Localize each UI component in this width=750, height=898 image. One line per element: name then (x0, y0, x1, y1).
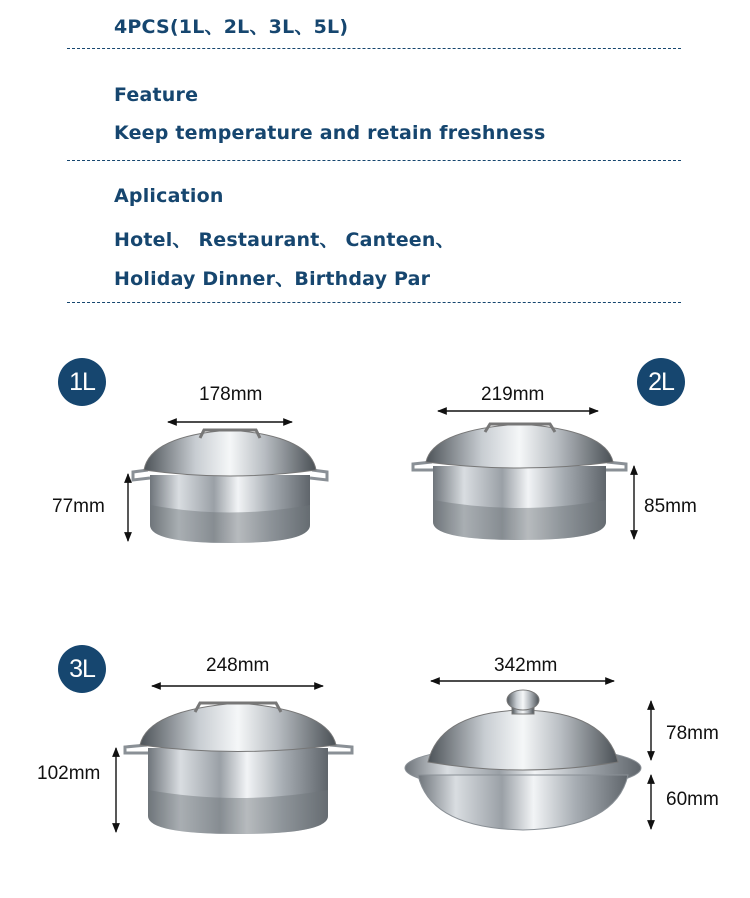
width-label-1l: 178mm (199, 384, 263, 405)
height-label-1l: 77mm (52, 496, 105, 517)
pot-5l-image (405, 690, 641, 830)
lid-height-label-5l: 78mm (666, 723, 719, 744)
product-title: 4PCS(1L、2L、3L、5L) (114, 16, 349, 38)
application-heading: Aplication (114, 185, 224, 207)
size-badge-1l: 1L (58, 358, 106, 406)
size-badge-3l: 3L (58, 645, 106, 693)
width-label-2l: 219mm (481, 384, 545, 405)
height-label-3l: 102mm (37, 763, 101, 784)
application-line-2: Holiday Dinner、Birthday Par (114, 268, 431, 290)
application-line-1: Hotel、 Restaurant、 Canteen、 (114, 229, 455, 251)
pot-3l-image (125, 703, 352, 834)
base-height-label-5l: 60mm (666, 789, 719, 810)
width-label-5l: 342mm (494, 655, 558, 676)
pot-2l-image (413, 424, 626, 540)
width-label-3l: 248mm (206, 655, 270, 676)
feature-heading: Feature (114, 84, 199, 106)
pot-1l-image (133, 430, 327, 543)
height-label-2l: 85mm (644, 496, 697, 517)
feature-text: Keep temperature and retain freshness (114, 122, 546, 144)
size-badge-2l: 2L (637, 358, 685, 406)
